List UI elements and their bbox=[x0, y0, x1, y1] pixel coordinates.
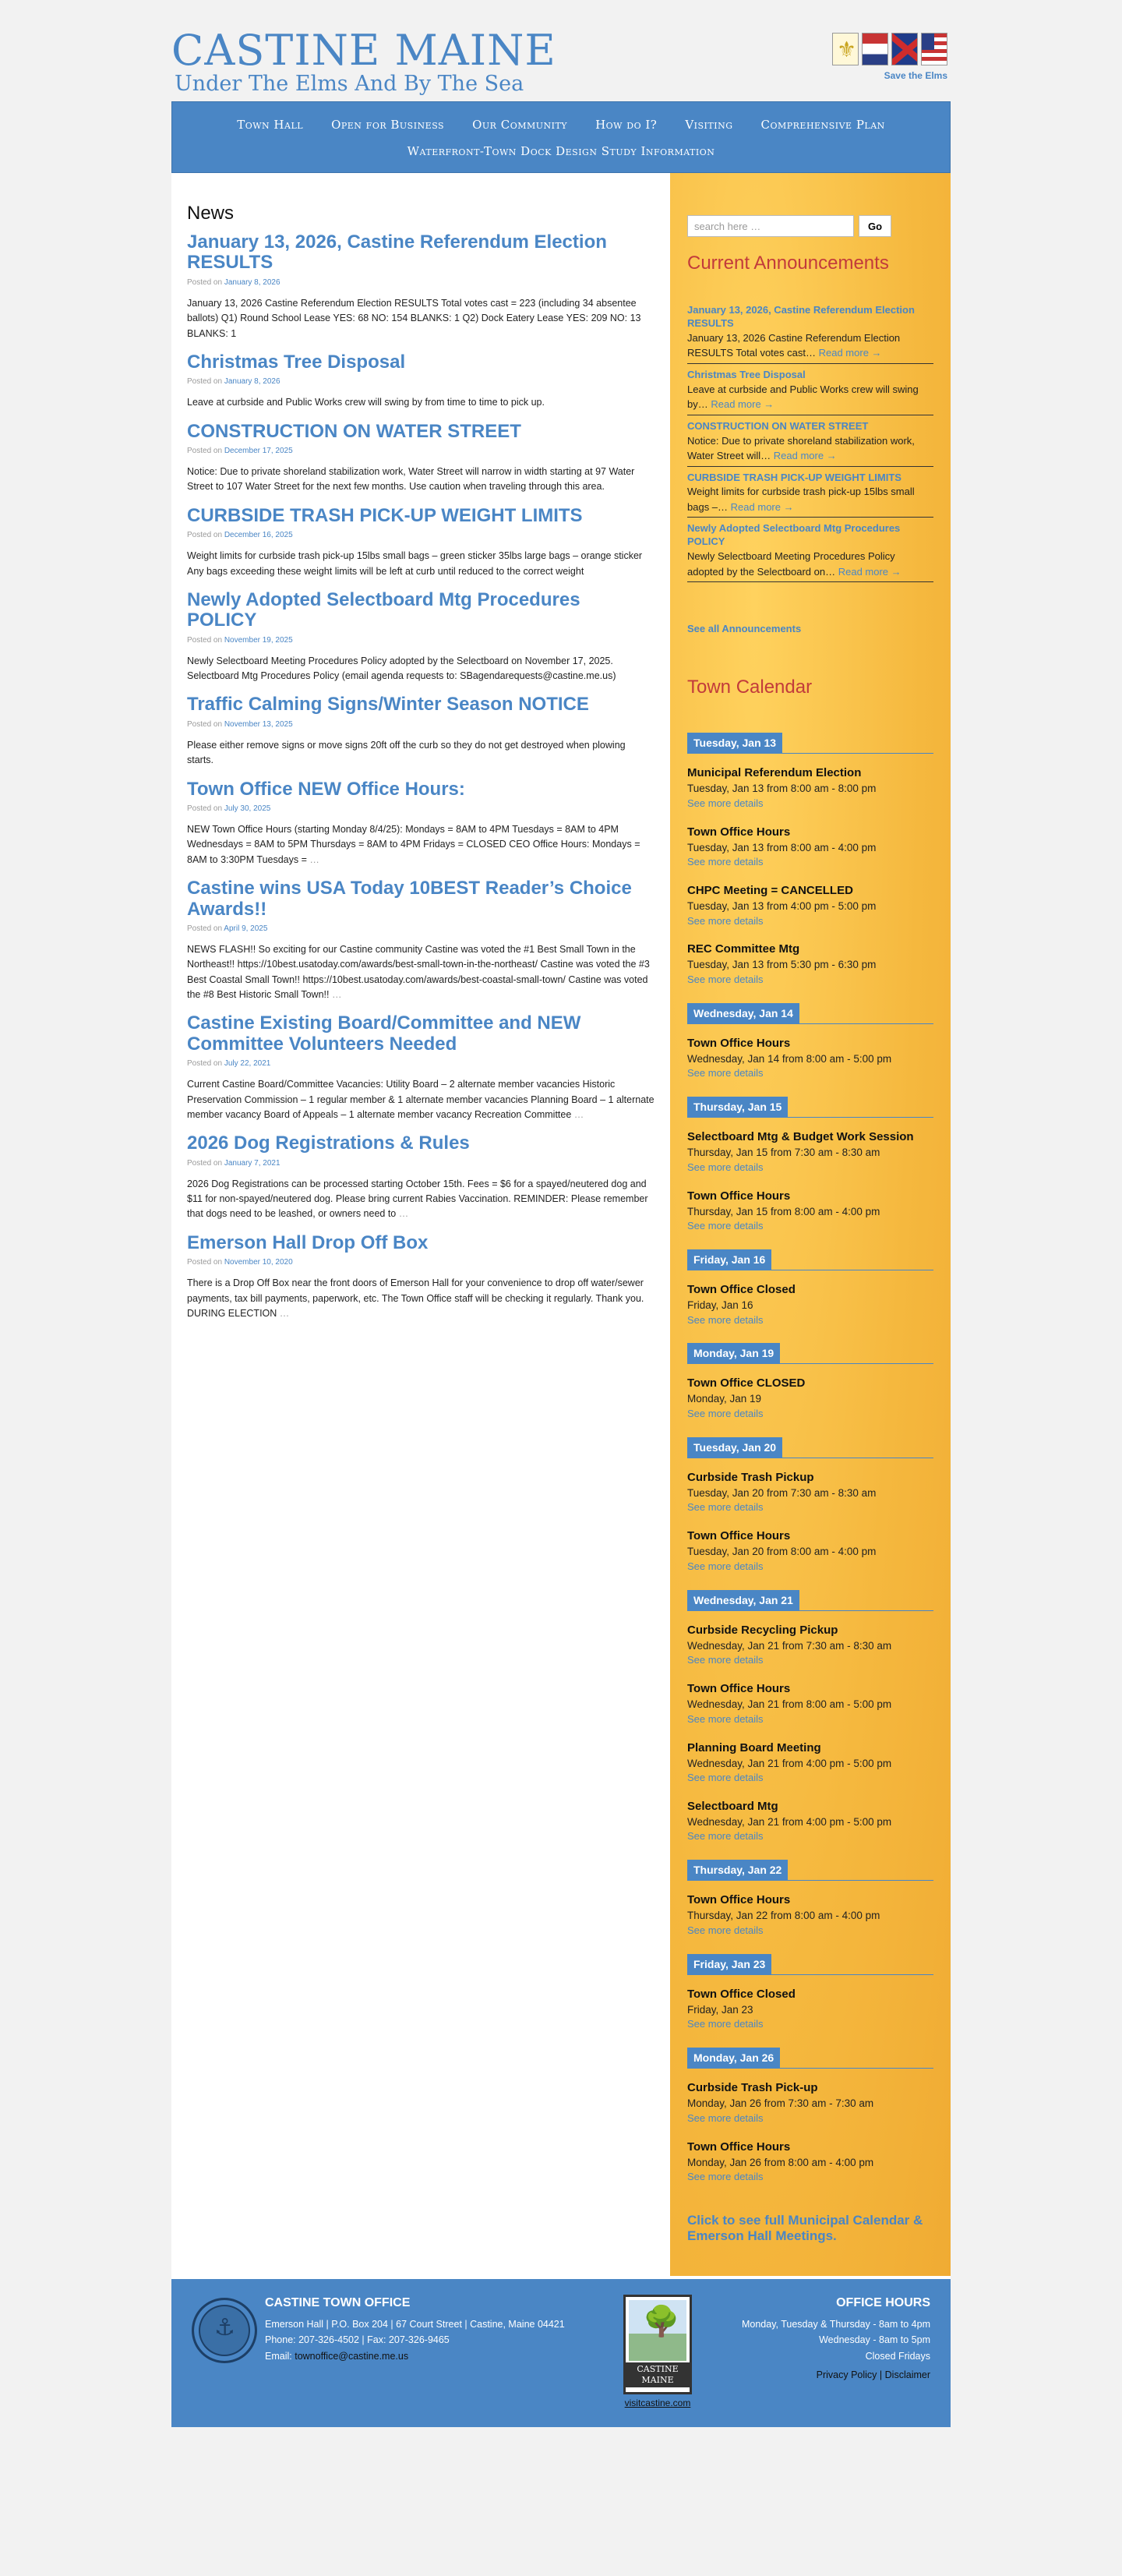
post-meta bbox=[187, 278, 654, 287]
post-excerpt bbox=[187, 465, 654, 495]
post-date-link[interactable]: January 7, 2021 bbox=[224, 1158, 280, 1168]
post-excerpt bbox=[187, 1276, 654, 1321]
calendar-day-label: Wednesday, Jan 21 bbox=[687, 1590, 799, 1610]
calendar-day-divider bbox=[687, 1974, 933, 1975]
footer-hours-title: OFFICE HOURS bbox=[836, 2295, 930, 2309]
event-time: Tuesday, Jan 13 from 8:00 am - 4:00 pm bbox=[687, 841, 877, 853]
post-excerpt-text: Current Castine Board/Committee Vacancies: Utility Board – 2 alternate member vacancies Historic Preservation Commission – 1 regular member & 1 alternate member vacancies Planning Board – 1 alternate member vacancy Board of Appeals – 1 alternate member vacancy Recreation Committee bbox=[187, 1079, 654, 1120]
calendar-day-divider bbox=[687, 1117, 933, 1118]
event-title: Town Office Hours bbox=[687, 825, 791, 839]
see-more-details-link[interactable]: See more details bbox=[687, 2018, 764, 2030]
news-post bbox=[187, 506, 654, 579]
calendar-day-label: Thursday, Jan 15 bbox=[687, 1097, 788, 1117]
posted-on-label: Posted on bbox=[187, 447, 223, 456]
event-time: Wednesday, Jan 21 from 7:30 am - 8:30 am bbox=[687, 1639, 892, 1652]
visit-castine-link[interactable]: visitcastine.com bbox=[624, 2397, 691, 2408]
post-excerpt-text: Please either remove signs or move signs 20ft off the curb so they do not get destroyed when plowing starts. bbox=[187, 739, 626, 766]
calendar-day-label: Thursday, Jan 22 bbox=[687, 1860, 788, 1880]
post-excerpt-text: Weight limits for curbside trash pick-up 15lbs small bags – green sticker 35lbs large bags – orange sticker Any bags exceeding these weight limits will be left at curb until reduced to the correct weight bbox=[187, 550, 643, 577]
calendar-day-divider bbox=[687, 1023, 933, 1024]
post-meta bbox=[187, 924, 654, 933]
search-form bbox=[687, 215, 933, 237]
event-title: Selectboard Mtg & Budget Work Session bbox=[687, 1130, 914, 1144]
post-excerpt bbox=[187, 549, 654, 579]
event-time: Wednesday, Jan 21 from 4:00 pm - 5:00 pm bbox=[687, 1757, 892, 1769]
post-title-link[interactable]: Emerson Hall Drop Off Box bbox=[187, 1231, 429, 1253]
post-ellipsis: … bbox=[398, 1208, 409, 1220]
post-meta bbox=[187, 1258, 654, 1267]
post-date-link[interactable]: April 9, 2025 bbox=[224, 924, 268, 933]
post-date-link[interactable]: November 19, 2025 bbox=[224, 635, 293, 645]
post-ellipsis: … bbox=[573, 1108, 584, 1120]
calendar-day bbox=[687, 1003, 933, 1081]
calendar-day-label: Tuesday, Jan 20 bbox=[687, 1437, 782, 1458]
posted-on-label: Posted on bbox=[187, 277, 223, 287]
footer-address: Emerson Hall | P.O. Box 204 | 67 Court Street | Castine, Maine 04421 bbox=[265, 2318, 565, 2330]
calendar-day-divider bbox=[687, 2068, 933, 2069]
see-more-details-link[interactable]: See more details bbox=[687, 1712, 764, 1725]
calendar-event bbox=[687, 1469, 933, 1515]
nav-open-for-business[interactable]: Open for Business bbox=[331, 118, 445, 132]
event-title: Planning Board Meeting bbox=[687, 1740, 821, 1754]
footer-email-row bbox=[265, 2348, 565, 2365]
calendar-list bbox=[687, 733, 933, 2185]
event-title: Town Office Closed bbox=[687, 1283, 796, 1297]
post-excerpt bbox=[187, 738, 654, 769]
calendar-event bbox=[687, 1740, 933, 1786]
post-excerpt-text: Newly Selectboard Meeting Procedures Policy adopted by the Selectboard on November 17, 2025. Selectboard Mtg Procedures Policy (email agenda requests to: SBagendarequests@castine.me.us) bbox=[187, 655, 616, 682]
calendar-day-divider bbox=[687, 753, 933, 754]
event-title: Selectboard Mtg bbox=[687, 1799, 778, 1813]
post-excerpt bbox=[187, 654, 654, 684]
nav-row-secondary bbox=[172, 138, 950, 164]
logo-text-line-2: MAINE bbox=[641, 2375, 674, 2386]
site-tagline: Under The Elms And By The Sea bbox=[175, 72, 524, 96]
main-nav bbox=[171, 101, 951, 173]
page-wrapper bbox=[171, 0, 951, 2427]
event-title: Town Office CLOSED bbox=[687, 1376, 806, 1390]
footer-hours-line-3: Closed Fridays bbox=[865, 2350, 930, 2362]
post-ellipsis: … bbox=[279, 1307, 290, 1319]
event-time: Monday, Jan 26 from 8:00 am - 4:00 pm bbox=[687, 2156, 874, 2168]
post-title-link[interactable]: CURBSIDE TRASH PICK-UP WEIGHT LIMITS bbox=[187, 504, 583, 526]
calendar-day bbox=[687, 1097, 933, 1234]
calendar-day bbox=[687, 733, 933, 988]
post-meta bbox=[187, 377, 654, 386]
calendar-event bbox=[687, 1375, 933, 1421]
news-post bbox=[187, 1133, 654, 1222]
calendar-event bbox=[687, 824, 933, 870]
see-more-details-link[interactable]: See more details bbox=[687, 1560, 764, 1572]
post-meta bbox=[187, 1159, 654, 1168]
post-excerpt-text: January 13, 2026 Castine Referendum Election RESULTS Total votes cast = 223 (including 34 absentee ballots) Q1) Round School Lease YES: 68 NO: 154 BLANKS: 1 Q2) Dock Eatery Lease YES: 209 NO: 13 BLANKS: 1 bbox=[187, 297, 641, 339]
search-button[interactable]: Go bbox=[859, 215, 891, 237]
footer-phone: Phone: 207-326-4502 | Fax: 207-326-9465 bbox=[265, 2334, 450, 2346]
post-excerpt-text: NEW Town Office Hours (starting Monday 8/4/25): Mondays = 8AM to 4PM Tuesdays = 8AM to 4PM Wednesdays = 8AM to 5PM Thursdays = 8AM to 4PM Fridays = CLOSED CEO Office Hours: Mondays = 8AM to 3:30PM Tuesdays = bbox=[187, 824, 640, 865]
announcement-excerpt: Weight limits for curbside trash pick-up 15lbs small bags –… bbox=[687, 486, 915, 513]
main-area bbox=[171, 173, 951, 2276]
event-time: Wednesday, Jan 14 from 8:00 am - 5:00 pm bbox=[687, 1052, 892, 1065]
event-title: Town Office Hours bbox=[687, 1036, 791, 1050]
nav-our-community[interactable]: Our Community bbox=[472, 118, 568, 132]
calendar-day bbox=[687, 1954, 933, 2032]
announcement-title-link[interactable]: Newly Adopted Selectboard Mtg Procedures POLICY bbox=[687, 522, 901, 548]
calendar-event bbox=[687, 1188, 933, 1234]
post-title-link[interactable]: January 13, 2026, Castine Referendum Election RESULTS bbox=[187, 231, 607, 274]
post-meta bbox=[187, 531, 654, 539]
posted-on-label: Posted on bbox=[187, 1158, 223, 1168]
read-more-link[interactable]: Read more → bbox=[730, 500, 794, 513]
post-meta bbox=[187, 720, 654, 729]
news-post bbox=[187, 352, 654, 411]
see-all-announcements-link[interactable]: See all Announcements bbox=[687, 623, 802, 635]
post-date-link[interactable]: July 30, 2025 bbox=[224, 804, 271, 814]
post-excerpt bbox=[187, 822, 654, 868]
post-title-link[interactable]: Christmas Tree Disposal bbox=[187, 351, 406, 373]
site-header bbox=[171, 0, 951, 101]
calendar-title: Town Calendar bbox=[687, 677, 813, 698]
post-excerpt bbox=[187, 942, 654, 1003]
announcement-excerpt: Leave at curbside and Public Works crew will swing by… bbox=[687, 383, 919, 411]
logo-text bbox=[626, 2362, 690, 2388]
full-calendar-link[interactable]: Click to see full Municipal Calendar & Emerson Hall Meetings. bbox=[687, 2212, 923, 2244]
event-title: Town Office Hours bbox=[687, 1682, 791, 1696]
visit-castine-logo[interactable] bbox=[623, 2295, 692, 2394]
announcement-title-link[interactable]: January 13, 2026, Castine Referendum Election RESULTS bbox=[687, 304, 915, 329]
event-time: Wednesday, Jan 21 from 8:00 am - 5:00 pm bbox=[687, 1698, 892, 1711]
read-more-link[interactable]: Read more → bbox=[711, 398, 774, 411]
nav-visiting[interactable]: Visiting bbox=[685, 118, 733, 132]
post-title-link[interactable]: Traffic Calming Signs/Winter Season NOTICE bbox=[187, 694, 589, 716]
footer-email-label: Email: bbox=[265, 2350, 292, 2362]
footer-link-separator: | bbox=[879, 2369, 883, 2380]
see-more-details-link[interactable]: See more details bbox=[687, 1501, 764, 1514]
privacy-policy-link[interactable]: Privacy Policy bbox=[816, 2369, 877, 2380]
news-post bbox=[187, 590, 654, 684]
event-time: Tuesday, Jan 20 from 8:00 am - 4:00 pm bbox=[687, 1546, 877, 1558]
town-seal-icon bbox=[192, 2298, 257, 2363]
calendar-event bbox=[687, 2139, 933, 2185]
announcement-title-link[interactable]: Christmas Tree Disposal bbox=[687, 368, 806, 380]
announcements-list bbox=[687, 301, 933, 582]
search-input[interactable] bbox=[687, 215, 854, 237]
announcement-text bbox=[687, 330, 933, 361]
post-title-link[interactable]: Castine Existing Board/Committee and NEW Committee Volunteers Needed bbox=[187, 1012, 581, 1055]
calendar-event bbox=[687, 1035, 933, 1081]
event-time: Tuesday, Jan 13 from 5:30 pm - 6:30 pm bbox=[687, 959, 877, 971]
footer-email-link[interactable]: townoffice@castine.me.us bbox=[295, 2350, 409, 2362]
calendar-day-divider bbox=[687, 1363, 933, 1364]
post-title-link[interactable]: CONSTRUCTION ON WATER STREET bbox=[187, 420, 521, 442]
event-title: Curbside Trash Pick-up bbox=[687, 2081, 818, 2095]
see-more-details-link[interactable]: See more details bbox=[687, 914, 764, 927]
post-excerpt-text: Notice: Due to private shoreland stabilization work, Water Street will narrow in width starting at 97 Water Street to 107 Water Street for the next few months. Use caution when traveling through this area. bbox=[187, 466, 635, 493]
event-time: Tuesday, Jan 13 from 8:00 am - 8:00 pm bbox=[687, 783, 877, 795]
news-post bbox=[187, 694, 654, 768]
announcement-text bbox=[687, 433, 933, 464]
calendar-event bbox=[687, 1281, 933, 1327]
post-excerpt-text: NEWS FLASH!! So exciting for our Castine community Castine was voted the #1 Best Small Town in the Northeast!! https://10best.usatoday.com/awards/best-small-town-in-the-northeast/ Castine was voted the #3 Best Coastal Small Town!! https://10best.usatoday.com/awards/best-coastal-small-town/ Castine was voted the #8 Best Historic Small Town!! bbox=[187, 943, 650, 1001]
event-title: Curbside Trash Pickup bbox=[687, 1470, 814, 1484]
announcement-item bbox=[687, 417, 933, 467]
calendar-event bbox=[687, 941, 933, 987]
post-title-link[interactable]: Castine wins USA Today 10BEST Reader’s Choice Awards!! bbox=[187, 878, 632, 920]
site-title[interactable]: CASTINE MAINE bbox=[171, 26, 556, 75]
post-excerpt bbox=[187, 296, 654, 341]
calendar-day-label: Friday, Jan 23 bbox=[687, 1954, 771, 1974]
event-title: Town Office Closed bbox=[687, 1987, 796, 2001]
flag-group bbox=[832, 33, 947, 65]
see-more-details-link[interactable]: See more details bbox=[687, 1313, 764, 1326]
post-meta bbox=[187, 1059, 654, 1068]
calendar-event bbox=[687, 1892, 933, 1938]
post-meta bbox=[187, 636, 654, 645]
announcement-text bbox=[687, 484, 933, 514]
event-time: Monday, Jan 19 bbox=[687, 1393, 762, 1405]
calendar-day-label: Monday, Jan 19 bbox=[687, 1343, 780, 1363]
calendar-event bbox=[687, 1680, 933, 1726]
news-post bbox=[187, 1233, 654, 1322]
event-title: Town Office Hours bbox=[687, 1529, 791, 1543]
calendar-day-label: Friday, Jan 16 bbox=[687, 1249, 771, 1270]
read-more-link[interactable]: Read more → bbox=[818, 347, 882, 359]
announcement-title-link[interactable]: CURBSIDE TRASH PICK-UP WEIGHT LIMITS bbox=[687, 471, 901, 483]
calendar-day bbox=[687, 1343, 933, 1421]
footer-office-info bbox=[265, 2296, 565, 2365]
see-more-details-link[interactable]: See more details bbox=[687, 2111, 764, 2124]
news-post bbox=[187, 232, 654, 341]
calendar-day bbox=[687, 1249, 933, 1327]
calendar-event bbox=[687, 882, 933, 928]
calendar-event bbox=[687, 1986, 933, 2032]
calendar-day-divider bbox=[687, 1610, 933, 1611]
event-time: Wednesday, Jan 21 from 4:00 pm - 5:00 pm bbox=[687, 1815, 892, 1828]
announcement-text bbox=[687, 382, 933, 412]
nav-comprehensive-plan[interactable]: Comprehensive Plan bbox=[760, 118, 885, 132]
announcement-item bbox=[687, 519, 933, 582]
nav-town-hall[interactable]: Town Hall bbox=[237, 118, 304, 132]
calendar-day bbox=[687, 2048, 933, 2185]
event-title: Municipal Referendum Election bbox=[687, 766, 862, 780]
disclaimer-link[interactable]: Disclaimer bbox=[884, 2369, 930, 2380]
post-excerpt-text: 2026 Dog Registrations can be processed starting October 15th. Fees = $6 for a spayed/neutered dog and $11 for non-spayed/neutered dog. Please bring current Rabies Vaccination. REMINDER: Please remember that dogs need to be leashed, or owners need to bbox=[187, 1178, 648, 1220]
see-more-details-link[interactable]: See more details bbox=[687, 1220, 764, 1232]
nav-waterfront-study[interactable]: Waterfront-Town Dock Design Study Information bbox=[407, 144, 715, 158]
event-time: Thursday, Jan 15 from 7:30 am - 8:30 am bbox=[687, 1147, 880, 1159]
post-date-link[interactable]: December 17, 2025 bbox=[224, 447, 293, 456]
post-excerpt bbox=[187, 1177, 654, 1222]
post-date-link[interactable]: December 16, 2025 bbox=[224, 531, 293, 540]
post-list bbox=[187, 232, 654, 1321]
see-more-details-link[interactable]: See more details bbox=[687, 1161, 764, 1173]
news-post bbox=[187, 422, 654, 495]
see-more-details-link[interactable]: See more details bbox=[687, 2171, 764, 2183]
event-title: Town Office Hours bbox=[687, 1893, 791, 1907]
posted-on-label: Posted on bbox=[187, 924, 223, 933]
event-time: Friday, Jan 23 bbox=[687, 2003, 753, 2016]
read-more-link[interactable]: Read more → bbox=[838, 565, 901, 578]
event-time: Tuesday, Jan 13 from 4:00 pm - 5:00 pm bbox=[687, 900, 877, 913]
see-more-details-link[interactable]: See more details bbox=[687, 974, 764, 986]
announcement-excerpt: Notice: Due to private shoreland stabilization work, Water Street will… bbox=[687, 434, 915, 462]
event-time: Thursday, Jan 22 from 8:00 am - 4:00 pm bbox=[687, 1910, 880, 1922]
calendar-event bbox=[687, 1798, 933, 1844]
event-time: Monday, Jan 26 from 7:30 am - 7:30 am bbox=[687, 2097, 874, 2110]
see-more-details-link[interactable]: See more details bbox=[687, 856, 764, 868]
event-title: Curbside Recycling Pickup bbox=[687, 1623, 838, 1637]
post-ellipsis: … bbox=[309, 853, 319, 865]
post-excerpt bbox=[187, 1077, 654, 1122]
posted-on-label: Posted on bbox=[187, 635, 223, 645]
calendar-event bbox=[687, 1622, 933, 1668]
nav-row-primary bbox=[172, 111, 950, 138]
calendar-event bbox=[687, 765, 933, 811]
post-title-link[interactable]: Newly Adopted Selectboard Mtg Procedures POLICY bbox=[187, 588, 580, 631]
announcements-title: Current Announcements bbox=[687, 253, 889, 274]
post-meta bbox=[187, 804, 654, 813]
event-time: Tuesday, Jan 20 from 7:30 am - 8:30 am bbox=[687, 1486, 877, 1499]
event-title: Town Office Hours bbox=[687, 2140, 791, 2154]
posted-on-label: Posted on bbox=[187, 531, 223, 540]
read-more-link[interactable]: Read more → bbox=[773, 450, 837, 462]
news-post bbox=[187, 1013, 654, 1122]
dutch-flag-icon bbox=[862, 33, 888, 65]
post-date-link[interactable]: January 8, 2026 bbox=[224, 377, 280, 387]
footer-office-hours bbox=[742, 2296, 930, 2380]
news-post bbox=[187, 878, 654, 1002]
post-excerpt-text: There is a Drop Off Box near the front doors of Emerson Hall for your convenience to drop off water/sewer payments, tax bill payments, paperwork, etc. The Town Office staff will be checking it regularly. Thank you. DURING ELECTION bbox=[187, 1277, 644, 1319]
see-more-details-link[interactable]: See more details bbox=[687, 1654, 764, 1666]
calendar-day bbox=[687, 1437, 933, 1574]
announcement-title-link[interactable]: CONSTRUCTION ON WATER STREET bbox=[687, 419, 869, 432]
see-more-details-link[interactable]: See more details bbox=[687, 1772, 764, 1784]
see-more-details-link[interactable]: See more details bbox=[687, 1067, 764, 1080]
see-more-details-link[interactable]: See more details bbox=[687, 1924, 764, 1936]
french-flag-icon bbox=[832, 33, 859, 65]
announcement-text bbox=[687, 549, 933, 579]
footer-hours-line-2: Wednesday - 8am to 5pm bbox=[819, 2334, 930, 2346]
news-heading: News bbox=[187, 203, 235, 224]
calendar-day bbox=[687, 1590, 933, 1845]
footer-links bbox=[742, 2369, 930, 2380]
calendar-day-label: Monday, Jan 26 bbox=[687, 2048, 780, 2068]
announcement-item bbox=[687, 366, 933, 415]
event-time: Friday, Jan 16 bbox=[687, 1299, 753, 1312]
see-more-details-link[interactable]: See more details bbox=[687, 797, 764, 809]
post-title-link[interactable]: Town Office NEW Office Hours: bbox=[187, 778, 465, 800]
announcement-excerpt: January 13, 2026 Castine Referendum Election RESULTS Total votes cast… bbox=[687, 331, 901, 359]
british-flag-icon bbox=[891, 33, 918, 65]
announcement-item bbox=[687, 301, 933, 364]
post-excerpt-text: Leave at curbside and Public Works crew will swing by from time to time to pick up. bbox=[187, 397, 545, 408]
posted-on-label: Posted on bbox=[187, 719, 223, 729]
posted-on-label: Posted on bbox=[187, 804, 223, 814]
event-time: Thursday, Jan 15 from 8:00 am - 4:00 pm bbox=[687, 1205, 880, 1217]
calendar-day-divider bbox=[687, 1880, 933, 1881]
announcement-excerpt: Newly Selectboard Meeting Procedures Policy adopted by the Selectboard on… bbox=[687, 550, 895, 578]
calendar-event bbox=[687, 1528, 933, 1574]
event-title: Town Office Hours bbox=[687, 1189, 791, 1203]
event-title: REC Committee Mtg bbox=[687, 942, 800, 956]
calendar-event bbox=[687, 1129, 933, 1175]
post-ellipsis: … bbox=[331, 989, 342, 1001]
sidebar bbox=[670, 173, 951, 2276]
nav-how-do-i[interactable]: How do I? bbox=[595, 118, 658, 132]
post-date-link[interactable]: November 10, 2020 bbox=[224, 1258, 293, 1267]
footer-office-title: CASTINE TOWN OFFICE bbox=[265, 2295, 411, 2309]
see-more-details-link[interactable]: See more details bbox=[687, 1830, 764, 1843]
site-footer bbox=[171, 2276, 951, 2427]
calendar-day-label: Tuesday, Jan 13 bbox=[687, 733, 782, 753]
american-flag-icon bbox=[921, 33, 947, 65]
calendar-event bbox=[687, 2080, 933, 2125]
see-more-details-link[interactable]: See more details bbox=[687, 1408, 764, 1420]
news-column bbox=[171, 173, 670, 2276]
event-title: CHPC Meeting = CANCELLED bbox=[687, 884, 853, 898]
calendar-day-label: Wednesday, Jan 14 bbox=[687, 1003, 799, 1023]
footer-hours-line-1: Monday, Tuesday & Thursday - 8am to 4pm bbox=[741, 2318, 930, 2330]
logo-text-line-1: CASTINE bbox=[637, 2363, 679, 2374]
post-date-link[interactable]: January 8, 2026 bbox=[224, 277, 280, 287]
elm-tree-icon bbox=[629, 2300, 686, 2361]
post-excerpt bbox=[187, 395, 654, 410]
post-date-link[interactable]: July 22, 2021 bbox=[224, 1059, 271, 1069]
posted-on-label: Posted on bbox=[187, 1258, 223, 1267]
announcement-item bbox=[687, 468, 933, 518]
news-post bbox=[187, 779, 654, 868]
post-meta bbox=[187, 447, 654, 455]
post-title-link[interactable]: 2026 Dog Registrations & Rules bbox=[187, 1133, 470, 1154]
posted-on-label: Posted on bbox=[187, 377, 223, 387]
post-date-link[interactable]: November 13, 2025 bbox=[224, 719, 293, 729]
calendar-day bbox=[687, 1860, 933, 1938]
save-the-elms-link[interactable]: Save the Elms bbox=[884, 70, 947, 81]
posted-on-label: Posted on bbox=[187, 1059, 223, 1069]
